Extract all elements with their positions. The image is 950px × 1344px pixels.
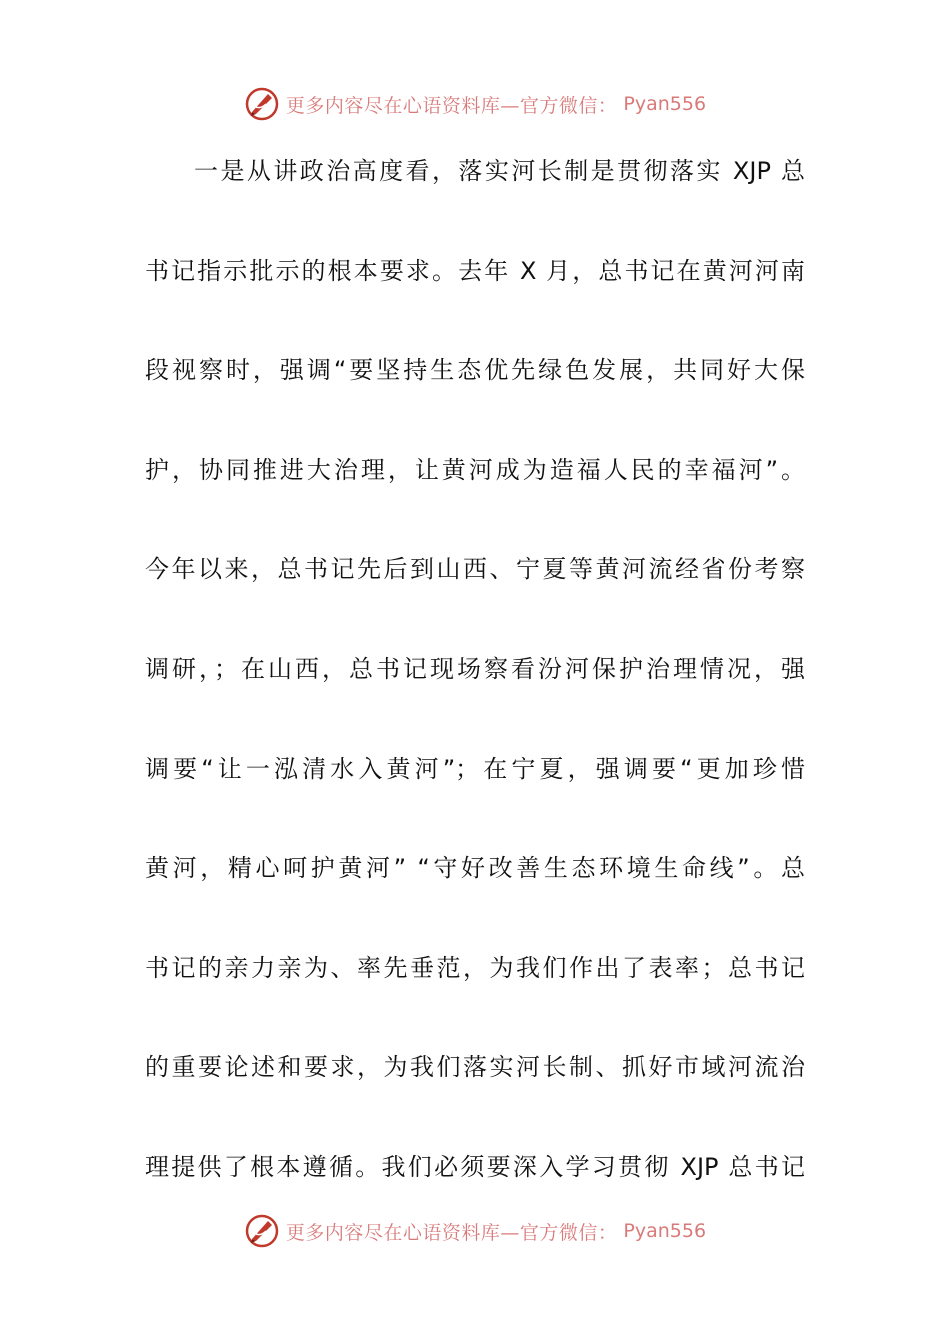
pen-circle-logo-icon bbox=[244, 86, 280, 122]
watermark-wechat-id: Pyan556 bbox=[623, 93, 707, 115]
paragraph-line: 段视察时，强调“要坚持生态优先绿色发展，共同好大保 bbox=[145, 356, 805, 385]
watermark-text: 更多内容尽在心语资料库—官方微信： bbox=[285, 94, 618, 117]
header-watermark bbox=[0, 84, 950, 124]
paragraph-line: 理提供了根本遵循。我们必须要深入学习贯彻 XJP 总书记 bbox=[145, 1152, 805, 1181]
paragraph-line: 调研，；在山西，总书记现场察看汾河保护治理情况，强 bbox=[145, 654, 805, 683]
paragraph-line: 护，协同推进大治理，让黄河成为造福人民的幸福河”。 bbox=[145, 455, 805, 484]
paragraph-line: 的重要论述和要求，为我们落实河长制、抓好市域河流治 bbox=[145, 1053, 805, 1082]
paragraph-line: 书记的亲力亲为、率先垂范，为我们作出了表率；总书记 bbox=[145, 953, 805, 982]
paragraph-line: 黄河，精心呵护黄河” “守好改善生态环境生命线”。总 bbox=[145, 854, 805, 883]
document-body bbox=[145, 148, 805, 1244]
paragraph-line: 书记指示批示的根本要求。去年 X 月，总书记在黄河河南 bbox=[145, 256, 805, 285]
pen-circle-logo-icon bbox=[244, 1213, 280, 1249]
paragraph-line: 一是从讲政治高度看，落实河长制是贯彻落实 XJP 总 bbox=[194, 157, 805, 185]
watermark-wechat-id: Pyan556 bbox=[623, 1220, 707, 1242]
paragraph-line: 调要“让一泓清水入黄河”；在宁夏，强调要“更加珍惜 bbox=[145, 754, 805, 783]
paragraph-line: 今年以来，总书记先后到山西、宁夏等黄河流经省份考察 bbox=[145, 555, 805, 584]
footer-watermark bbox=[0, 1211, 950, 1251]
watermark-text: 更多内容尽在心语资料库—官方微信： bbox=[285, 1221, 618, 1244]
